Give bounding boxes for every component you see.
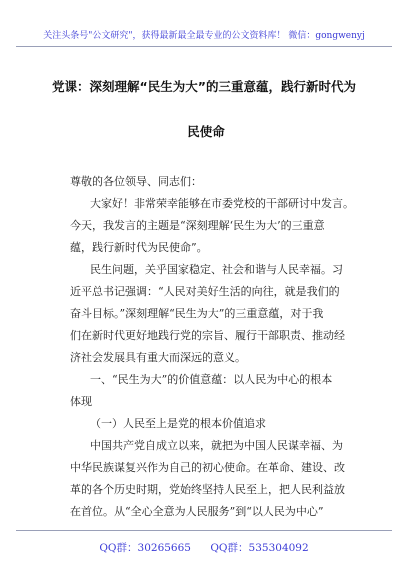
document-title-continued: 民使命 bbox=[187, 124, 225, 139]
section-heading: 一、“民生为大”的价值意蕴：以人民为中心的根本 bbox=[90, 373, 333, 386]
body-line: 在首位。从“全心全意为人民服务”到“以人民为中心” bbox=[70, 505, 324, 518]
body-line: 中华民族谋复兴作为自己的初心使命。在革命、建设、改 bbox=[70, 461, 345, 474]
footer-divider bbox=[16, 530, 392, 531]
document-title: 党课：深刻理解“民生为大”的三重意蕴，践行新时代为 bbox=[52, 79, 356, 94]
footer bbox=[0, 540, 408, 555]
body-line: 蕴，践行新时代为民使命”。 bbox=[70, 241, 208, 254]
header-divider bbox=[16, 46, 392, 47]
body-line: 奋斗目标。”深刻理解“民生为大”的三重意蕴，对于我 bbox=[70, 307, 324, 320]
body-line: 今天，我发言的主题是“深刻理解‘民生为大’的三重意 bbox=[70, 219, 325, 232]
footer-qq-group-2: QQ群：535304092 bbox=[210, 542, 309, 554]
salutation: 尊敬的各位领导、同志们： bbox=[70, 175, 202, 188]
body-line: 中国共产党自成立以来，就把为中国人民谋幸福、为 bbox=[90, 439, 343, 452]
body-line: 大家好！非常荣幸能够在市委党校的干部研讨中发言。 bbox=[90, 197, 354, 210]
body-line: 革的各个历史时期，党始终坚持人民至上，把人民利益放 bbox=[70, 483, 345, 496]
body-line: 民生问题，关乎国家稳定、社会和谐与人民幸福。习 bbox=[90, 263, 343, 276]
body-line: 近平总书记强调：“人民对美好生活的向往，就是我们的 bbox=[70, 285, 340, 298]
header-banner: 关注头条号"公文研究"，获得最新最全最专业的公文资料库！ 微信：gongwenyj bbox=[43, 31, 365, 41]
footer-qq-group-1: QQ群：30265665 bbox=[99, 542, 191, 554]
body-line: 们在新时代更好地践行党的宗旨、履行干部职责、推动经 bbox=[70, 329, 345, 342]
subsection-heading: （一）人民至上是党的根本价值追求 bbox=[90, 417, 266, 430]
section-heading-continued: 体现 bbox=[70, 395, 92, 408]
body-line: 济社会发展具有重大而深远的意义。 bbox=[70, 351, 246, 364]
